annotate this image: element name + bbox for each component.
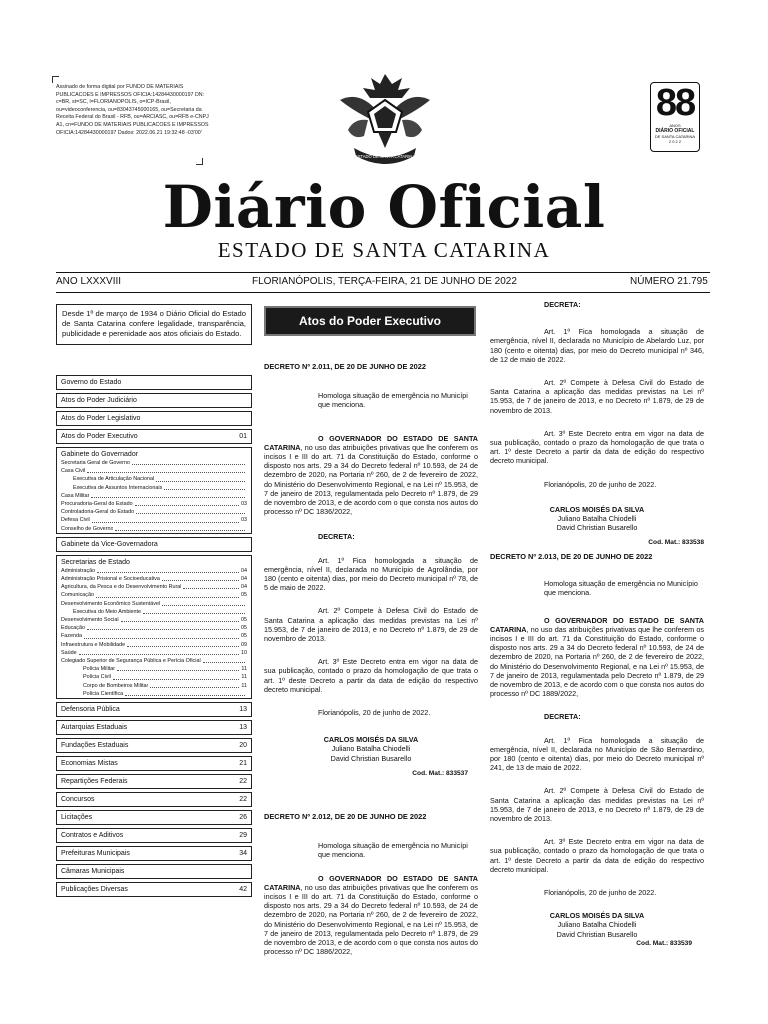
meta-top-rule [56,272,710,273]
toc-section[interactable]: Publicações Diversas 42 [56,882,252,897]
toc-section[interactable]: Repartições Federais 22 [56,774,252,789]
decree-article: Art. 2º Compete à Defesa Civil do Estado de Santa Catarina a aplicação das medidas previstas na Lei nº 15.953, de 7 de janeiro de 2013, e no Decreto nº 1.879, de 29 de novembro de 2013. [264,606,478,644]
toc-subitem[interactable]: Fazenda 05 [61,633,247,640]
toc-subitem[interactable]: Procuradoria-Geral do Estado 03 [61,501,247,508]
toc-section[interactable]: Licitações 26 [56,810,252,825]
meta-place-date: FLORIANÓPOLIS, TERÇA-FEIRA, 21 DE JUNHO DE 2022 [252,276,517,287]
toc-section[interactable]: Concursos 22 [56,792,252,807]
toc-section[interactable]: Defensoria Pública 13 [56,702,252,717]
state-coat-of-arms-icon [330,70,440,170]
signature-corner-mark [196,158,203,165]
toc-label: Atos do Poder Executivo [61,433,138,440]
toc-subitem[interactable]: Polícia Civil 11 [83,674,247,681]
decree-summary: Homologa situação de emergência no Municípi que menciona. [318,391,468,410]
decree-article: Art. 1º Fica homologada a situação de emergência, nível II, declarada no Município de São Bernardino, por 180 (cento e oitenta) dias, por meio do Decreto municipal nº 241, de 13 de maio de 2022. [490,735,704,773]
decree-title: DECRETO Nº 2.012, DE 20 DE JUNHO DE 2022 [264,812,427,821]
toc-subitem[interactable]: Controladoria-Geral do Estado [57,508,251,516]
edition-line1: DIÁRIO OFICIAL [655,128,695,134]
toc-section-secretarias [56,555,252,699]
toc-subitem[interactable]: Agricultura, da Pesca e do Desenvolvimento Rural 04 [61,584,247,591]
toc-section[interactable]: Fundações Estaduais 20 [56,738,252,753]
decree-preamble: O GOVERNADOR DO ESTADO DE SANTA CATARINA, no uso das atribuições privativas que lhe conferem os incisos I e III do art. 71 da Constituição do Estado, conforme o disposto nos arts. 29 a 34 do Decreto federal nº 10.593, de 24 de dezembro de 2020, na Portaria nº 260, de 2 de fevereiro de 2022, do Ministério do Desenvolvimento Regional, e na Lei nº 15.953, de 7 de janeiro de 2013, regulamentada pelo Decreto nº 1.879, de 29 de novembro de 2013, e de acordo com o que consta nos autos do processo nº DC 1836/2022, [264,433,478,517]
toc-subitem[interactable]: Administração 04 [61,567,247,574]
toc-subitem[interactable]: Educação 05 [61,625,247,632]
decree-signature: David Christian Busarello [556,929,638,939]
svg-text:ESTADO DE SANTA CATARINA: ESTADO DE SANTA CATARINA [354,154,416,159]
toc-label: Atos do Poder Judiciário [61,397,137,404]
toc-section[interactable] [56,411,252,426]
toc-section[interactable]: Contratos e Aditivos 29 [56,828,252,843]
toc-section[interactable] [56,429,252,444]
decree-signature: David Christian Busarello [556,523,638,533]
decree-cod: Cod. Mat.: 833539 [636,939,692,947]
decree-2012 [264,812,478,956]
decree-signature: CARLOS MOISÉS DA SILVA [549,911,645,921]
toc-subitem[interactable]: Executiva de Assuntos Internacionais [57,484,251,492]
meta-year: ANO LXXXVIII [56,276,122,287]
toc-subitem[interactable]: Polícia Científica [57,690,251,698]
toc-subitem[interactable]: Polícia Militar 11 [83,666,247,673]
toc-subitem[interactable]: Defesa Civil 03 [61,517,247,524]
toc-subitem[interactable]: Saúde 10 [61,649,247,656]
toc-label[interactable]: Secretarias de Estado [61,558,130,566]
decree-article: Art. 3º Este Decreto entra em vigor na data de sua publicação, contado o prazo da homologação de que trata o art. 1º deste Decreto a partir da data de edição do respectivo decreto municipal. [264,657,478,694]
toc-subitem[interactable]: Infraestrutura e Mobilidade 09 [61,641,247,648]
decree-preamble: O GOVERNADOR DO ESTADO DE SANTA CATARINA, no uso das atribuições privativas que lhe conferem os incisos I e III do art. 71 da Constituição do Estado, conforme o disposto nos arts. 29 a 34 do Decreto federal nº 10.593, de 24 de dezembro de 2020, na Portaria nº 260, de 2 de fevereiro de 2022, do Ministério do Desenvolvimento Regional, e na Lei nº 15.953, de 7 de janeiro de 2013, regulamentada pelo Decreto nº 1.879, de 29 de novembro de 2013, e de acordo com o que consta nos autos do processo nº DC 1886/2022, [264,873,478,957]
decree-signature: Juliano Batalha Chiodelli [557,514,637,524]
toc-label: Atos do Poder Legislativo [61,415,141,422]
toc-section-gabinete [56,447,252,534]
toc-subitem[interactable]: Desenvolvimento Econômico Sustentável [57,600,251,608]
toc-subitem[interactable]: Desenvolvimento Social 05 [61,617,247,624]
decree-article: Art. 3º Este Decreto entra em vigor na data de sua publicação, contado o prazo da homologação de que trata o art. 1º deste Decreto a partir da data de edição do respectivo decreto municipal. [490,837,704,874]
toc-subitem[interactable]: Secretaria Geral de Governo [57,459,251,467]
table-of-contents [56,372,252,897]
toc-section[interactable]: Autarquias Estaduais 13 [56,720,252,735]
decree-preamble: O GOVERNADOR DO ESTADO DE SANTA CATARINA, no uso das atribuições privativas que lhe conferem os incisos I e III do art. 71 da Constituição do Estado, conforme o disposto nos arts. 29 a 34 do Decreto federal nº 10.593, de 24 de dezembro de 2020, na Portaria nº 260, de 2 de fevereiro de 2022, do Ministério do Desenvolvimento Regional, e na Lei nº 15.953, de 7 de janeiro de 2013, regulamentada pelo Decreto nº 1.879, de 29 de novembro de 2013, e de acordo com o que consta nos autos do processo nº DC 1889/2022, [490,615,704,699]
decree-2013 [490,552,704,948]
edition-badge [650,82,700,152]
toc-subitem[interactable]: Comunicação 05 [61,592,247,599]
edition-line3: 2 0 2 2 [668,139,682,144]
decree-decreta: DECRETA: [544,712,581,722]
decree-title: DECRETO Nº 2.011, DE 20 DE JUNHO DE 2022 [264,362,426,371]
decree-summary: Homologa situação de emergência no Municípi que menciona. [318,841,468,860]
toc-subitem[interactable]: Executiva de Articulação Nacional [57,475,251,483]
decree-place-date: Florianópolis, 20 de junho de 2022. [544,888,657,898]
decree-article: Art. 2º Compete à Defesa Civil do Estado de Santa Catarina a aplicação das medidas previstas na Lei nº 15.953, de 7 de janeiro de 2013, e no Decreto nº 1.879, de 29 de novembro de 2013. [490,378,704,415]
decree-place-date: Florianópolis, 20 de junho de 2022. [318,708,431,718]
toc-section[interactable] [56,537,252,552]
meta-bottom-rule [56,292,710,293]
toc-section[interactable] [56,393,252,408]
edition-number: 88 [655,82,695,124]
intro-box: Desde 1º de março de 1934 o Diário Oficial do Estado de Santa Catarina confere legalidade, transparência, publicidade e perenidade aos atos oficiais do Estado. [56,304,252,345]
edition-tiny-label: ANOS [669,123,681,128]
toc-label: Governo do Estado [61,379,122,386]
decree-cod: Cod. Mat.: 833537 [412,769,468,777]
decree-signature: Juliano Batalha Chiodelli [557,920,637,930]
decree-signature: CARLOS MOISÉS DA SILVA [323,735,419,745]
decree-article: Art. 3º Este Decreto entra em vigor na data de sua publicação, contado o prazo da homologação de que trata o art. 1º deste Decreto a partir da data de edição do respectivo decreto municipal. [490,428,704,466]
decree-2011 [264,362,478,778]
toc-section[interactable]: Prefeituras Municipais 34 [56,846,252,861]
decree-2012-continued [490,300,704,548]
section-banner: Atos do Poder Executivo [264,306,476,336]
decree-place-date: Florianópolis, 20 de junho de 2022. [544,479,657,489]
edition-line2: DE SANTA CATARINA [654,134,696,139]
decree-cod: Cod. Mat.: 833538 [648,539,704,547]
masthead-title: Diário Oficial [162,173,606,241]
decree-title: DECRETO Nº 2.013, DE 20 DE JUNHO DE 2022 [490,552,653,561]
toc-section[interactable] [56,375,252,390]
signature-corner-mark [52,76,59,83]
toc-subitem[interactable]: Administração Prisional e Socioeducativa 04 [61,576,247,583]
toc-subitem[interactable]: Corpo de Bombeiros Militar 11 [83,682,247,689]
decree-summary: Homologa situação de emergência no Município que menciona. [544,579,698,598]
decree-signature: CARLOS MOISÉS DA SILVA [549,504,645,514]
toc-subitem[interactable]: Executiva do Meio Ambiente [57,608,251,616]
decree-article: Art. 1º Fica homologada a situação de emergência, nível II, declarada no Município de Abelardo Luz, por 180 (cento e oitenta) dias, por meio do Decreto municipal nº 346, de 12 de maio de 2022. [490,327,704,364]
toc-page: 01 [239,433,247,440]
decree-decreta: DECRETA: [544,300,581,309]
toc-subitem[interactable]: Colegiado Superior de Segurança Pública e Perícia Oficial [57,657,251,665]
decree-signature: David Christian Busarello [330,753,412,763]
toc-section[interactable]: Câmaras Municipais [56,864,252,879]
toc-label: Gabinete da Vice-Governadora [61,540,158,548]
toc-subitem[interactable]: Casa Civil [57,467,251,475]
toc-subitem[interactable]: Casa Militar [57,492,251,500]
decree-article: Art. 1º Fica homologada a situação de emergência, nível II, declarada no Município de Agrolândia, por 180 (cento e oitenta) dias, por meio do Decreto municipal nº 78, de 5 de maio de 2022. [264,555,478,593]
decree-signature: Juliano Batalha Chiodelli [331,744,411,754]
meta-number: NÚMERO 21.795 [630,276,708,287]
digital-signature-block: Assinado de forma digital por FUNDO DE MATERIAIS PUBLICACOES E IMPRESSOS OFICIA:14284430000197 DN: c=BR, st=SC, l=FLORIANOPOLIS, o=ICP-Brasil, ou=videoconferencia, ou=83043745000165, ou=Secretaria da Receita Federal do Brasil - RFB, ou=ARCIASC, ou=RFB e-CNPJ A1, cn=FUNDO DE MATERIAIS PUBLICACOES E IMPRESSOS OFICIA:14284430000197 Dados: 2022.06.21 19:32:48 -03'00' [56,84,209,136]
toc-section[interactable]: Economias Mistas 21 [56,756,252,771]
decree-decreta: DECRETA: [318,532,355,542]
toc-label[interactable]: Gabinete do Governador [61,451,139,458]
toc-subitem[interactable]: Conselho de Governo [57,525,251,533]
masthead-subtitle: ESTADO DE SANTA CATARINA [217,238,551,262]
decree-article: Art. 2º Compete à Defesa Civil do Estado de Santa Catarina a aplicação das medidas previstas na Lei nº 15.953, de 7 de janeiro de 2013, e no Decreto nº 1.879, de 29 de novembro de 2013. [490,786,704,824]
